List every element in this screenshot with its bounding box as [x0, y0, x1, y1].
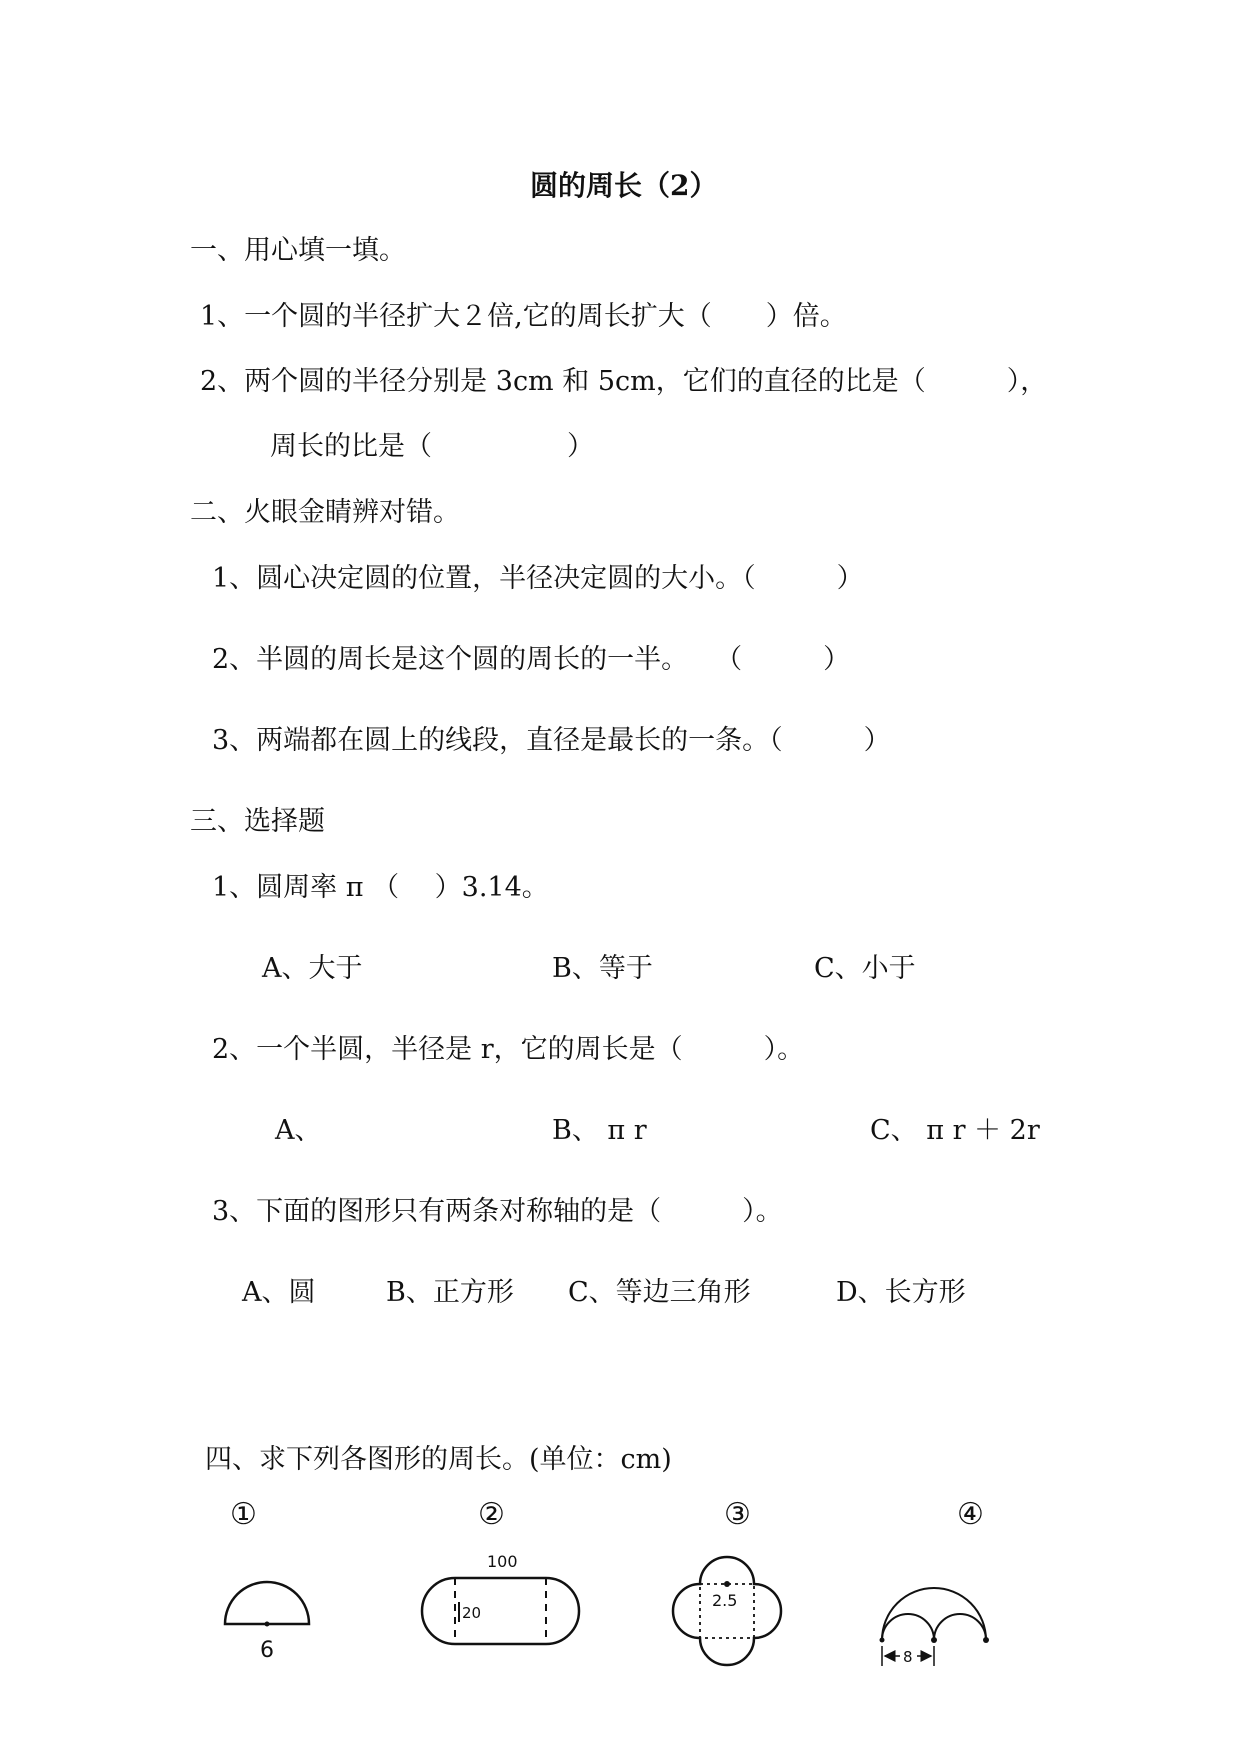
figure-number-4: ④: [957, 1497, 984, 1532]
section3-q2: 2、一个半圆，半径是 r，它的周长是（ ）。: [212, 1034, 805, 1065]
section2-heading: 二、火眼金睛辨对错。: [190, 497, 460, 528]
figure-1-semicircle: [225, 1582, 309, 1624]
figure-4-dot-left: [880, 1638, 885, 1643]
section3-q2-option-c: C、 π r ＋ 2r: [870, 1115, 1040, 1146]
figure-number-1: ①: [230, 1497, 257, 1532]
figure-2-stadium: [422, 1578, 579, 1644]
figure-4-length-label: 8: [903, 1648, 913, 1666]
section3-q3-option-b: B、正方形: [386, 1277, 514, 1308]
section4-heading: 四、求下列各图形的周长。(单位：cm): [205, 1444, 672, 1475]
section1-q2-line2: 周长的比是（ ）: [270, 431, 594, 462]
section1-q1: 1、一个圆的半径扩大２倍,它的周长扩大（ ）倍。: [200, 301, 847, 332]
section3-q1-option-b: B、等于: [552, 953, 653, 984]
figure-1-center-dot: [265, 1622, 270, 1627]
figure-3-side-label: 2.5: [712, 1591, 738, 1610]
section2-q1: 1、圆心决定圆的位置，半径决定圆的大小。（ ）: [212, 563, 864, 594]
page-title: 圆的周长（2）: [530, 169, 718, 202]
figure-3-flower: [673, 1557, 781, 1665]
section3-q3-option-a: A、圆: [242, 1277, 316, 1308]
figure-4-dot-middle: [931, 1637, 937, 1643]
figure-3-center-dot: [724, 1581, 730, 1587]
figure-2-length-label: 100: [487, 1552, 518, 1571]
figure-2-width-label: 20: [462, 1604, 482, 1622]
figure-number-2: ②: [478, 1497, 505, 1532]
section3-q2-option-b: B、 π r: [552, 1115, 647, 1146]
section3-q3-option-c: C、等边三角形: [568, 1277, 751, 1308]
figure-4-arcs: [882, 1588, 986, 1640]
section1-heading: 一、用心填一填。: [190, 235, 406, 266]
section3-q1-option-c: C、小于: [814, 953, 916, 984]
section2-q2: 2、半圆的周长是这个圆的周长的一半。 （ ）: [212, 644, 851, 675]
section3-q1-option-a: A、大于: [262, 953, 363, 984]
section3-q2-option-a: A、: [275, 1115, 322, 1146]
section1-q2-line1: 2、两个圆的半径分别是 3cm 和 5cm，它们的直径的比是（ ），: [200, 366, 1048, 397]
figure-4-dot-right: [983, 1637, 989, 1643]
figure-number-3: ③: [724, 1497, 751, 1532]
section2-q3: 3、两端都在圆上的线段，直径是最长的一条。（ ）: [212, 725, 891, 756]
section3-heading: 三、选择题: [190, 806, 325, 837]
figure-1-diameter-label: 6: [260, 1638, 274, 1663]
section3-q1: 1、圆周率 π （ ）3.14。: [212, 872, 549, 903]
section3-q3-option-d: D、长方形: [836, 1277, 966, 1308]
section3-q3: 3、下面的图形只有两条对称轴的是（ ）。: [212, 1196, 783, 1227]
